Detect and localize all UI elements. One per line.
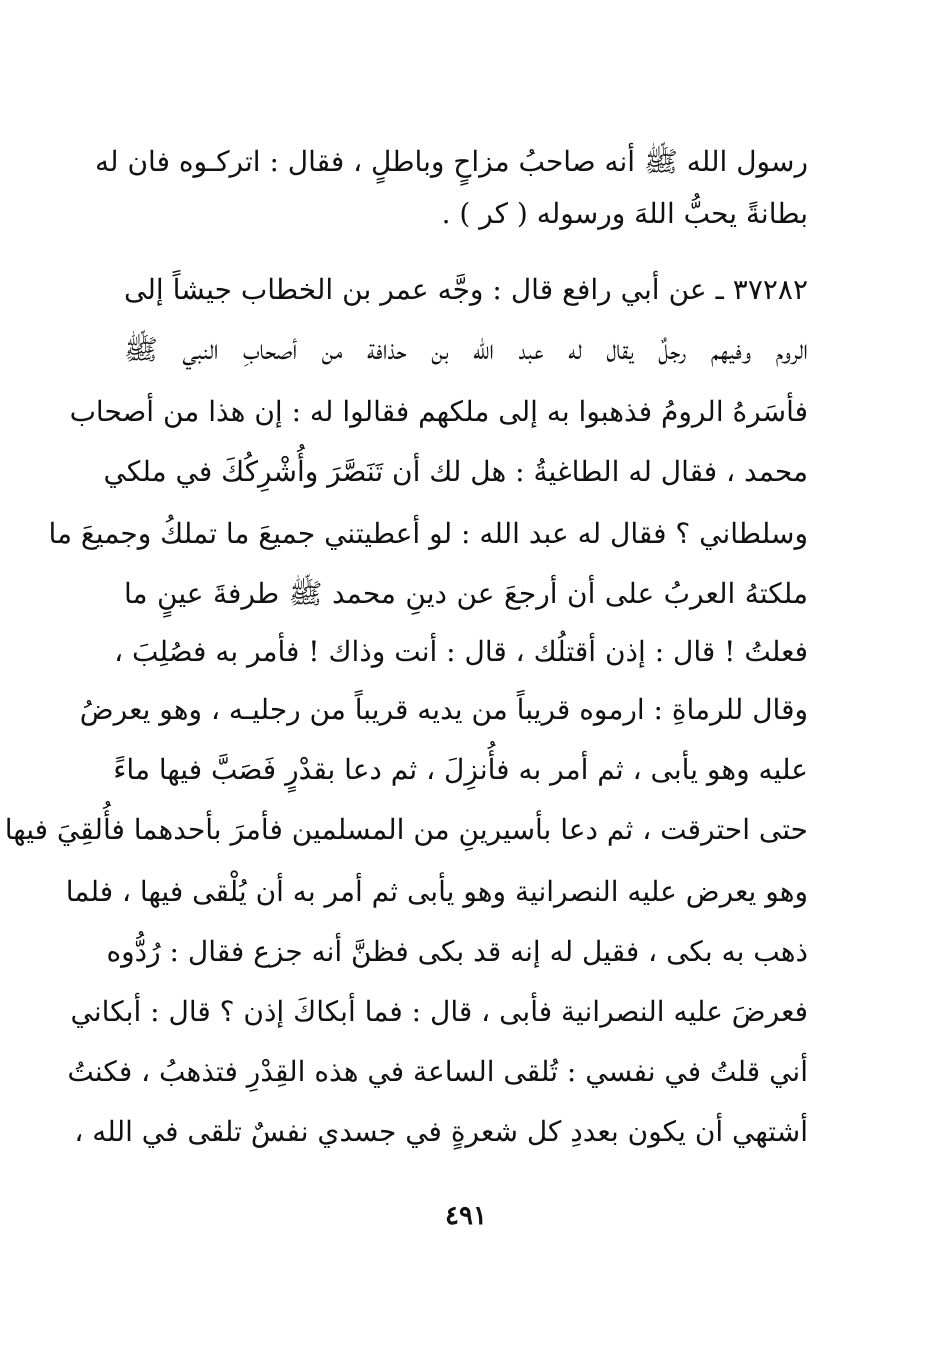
text-line: ذهب به بكى ، فقيل له إنه قد بكى فظنَّ أنه جزع فقال : رُدُّوه [106,935,808,968]
text-line: رسول الله ﷺ أنه صاحبُ مزاحٍ وباطلٍ ، فقال : اتركـوه فان له [95,145,808,178]
text-line: ملكتهُ العربُ على أن أرجعَ عن دينِ محمد ﷺ طرفةَ عينٍ ما [124,577,808,610]
text-line: وقال للرماةِ : ارموه قريباً من يديه قريباً من رجليـه ، وهو يعرضُ [79,693,808,726]
text-line: بطانةً يحبُّ اللهَ ورسوله ( كر ) . [441,197,808,230]
page-number: ٤٩١ [445,1201,487,1231]
text-line: أني قلتُ في نفسي : تُلقى الساعة في هذه القِدْرِ فتذهبُ ، فكنتُ [67,1055,808,1088]
text-line: وهو يعرض عليه النصرانية وهو يأبى ثم أمر به أن يُلْقى فيها ، فلما [65,875,808,908]
text-line: فعلتُ ! قال : إذن أقتلُك ، قال : أنت وذاك ! فأمر به فصُلِبَ ، [114,635,808,668]
text-line: الروم وفيهم رجلٌ يقال له عبد الله بن حذافة من أصحابِ النبي ﷺ [124,333,808,366]
text-line: فعرضَ عليه النصرانية فأبى ، قال : فما أبكاكَ إذن ؟ قال : أبكاني [70,995,808,1028]
text-line: حتى احترقت ، ثم دعا بأسيرينِ من المسلمين فأمرَ بأحدهما فأُلقِيَ فيها [4,813,808,846]
text-line: محمد ، فقال له الطاغيةُ : هل لك أن تَنَصَّرَ وأُشْرِكُكَ في ملكي [103,455,808,488]
text-line: ٣٧٢٨٢ ـ عن أبي رافع قال : وجَّه عمر بن الخطاب جيشاً إلى [124,273,808,306]
text-line: وسلطاني ؟ فقال له عبد الله : لو أعطيتني جميعَ ما تملكُ وجميعَ ما [48,517,808,550]
text-line: فأسَرهُ الرومُ فذهبوا به إلى ملكهم فقالوا له : إن هذا من أصحاب [69,395,808,428]
text-line: أشتهي أن يكون بعددِ كل شعرةٍ في جسدي نفسٌ تلقى في الله ، [74,1115,808,1148]
text-line: عليه وهو يأبى ، ثم أمر به فأُنزِلَ ، ثم دعا بقدْرٍ فَصَبَّ فيها ماءً [113,753,808,786]
